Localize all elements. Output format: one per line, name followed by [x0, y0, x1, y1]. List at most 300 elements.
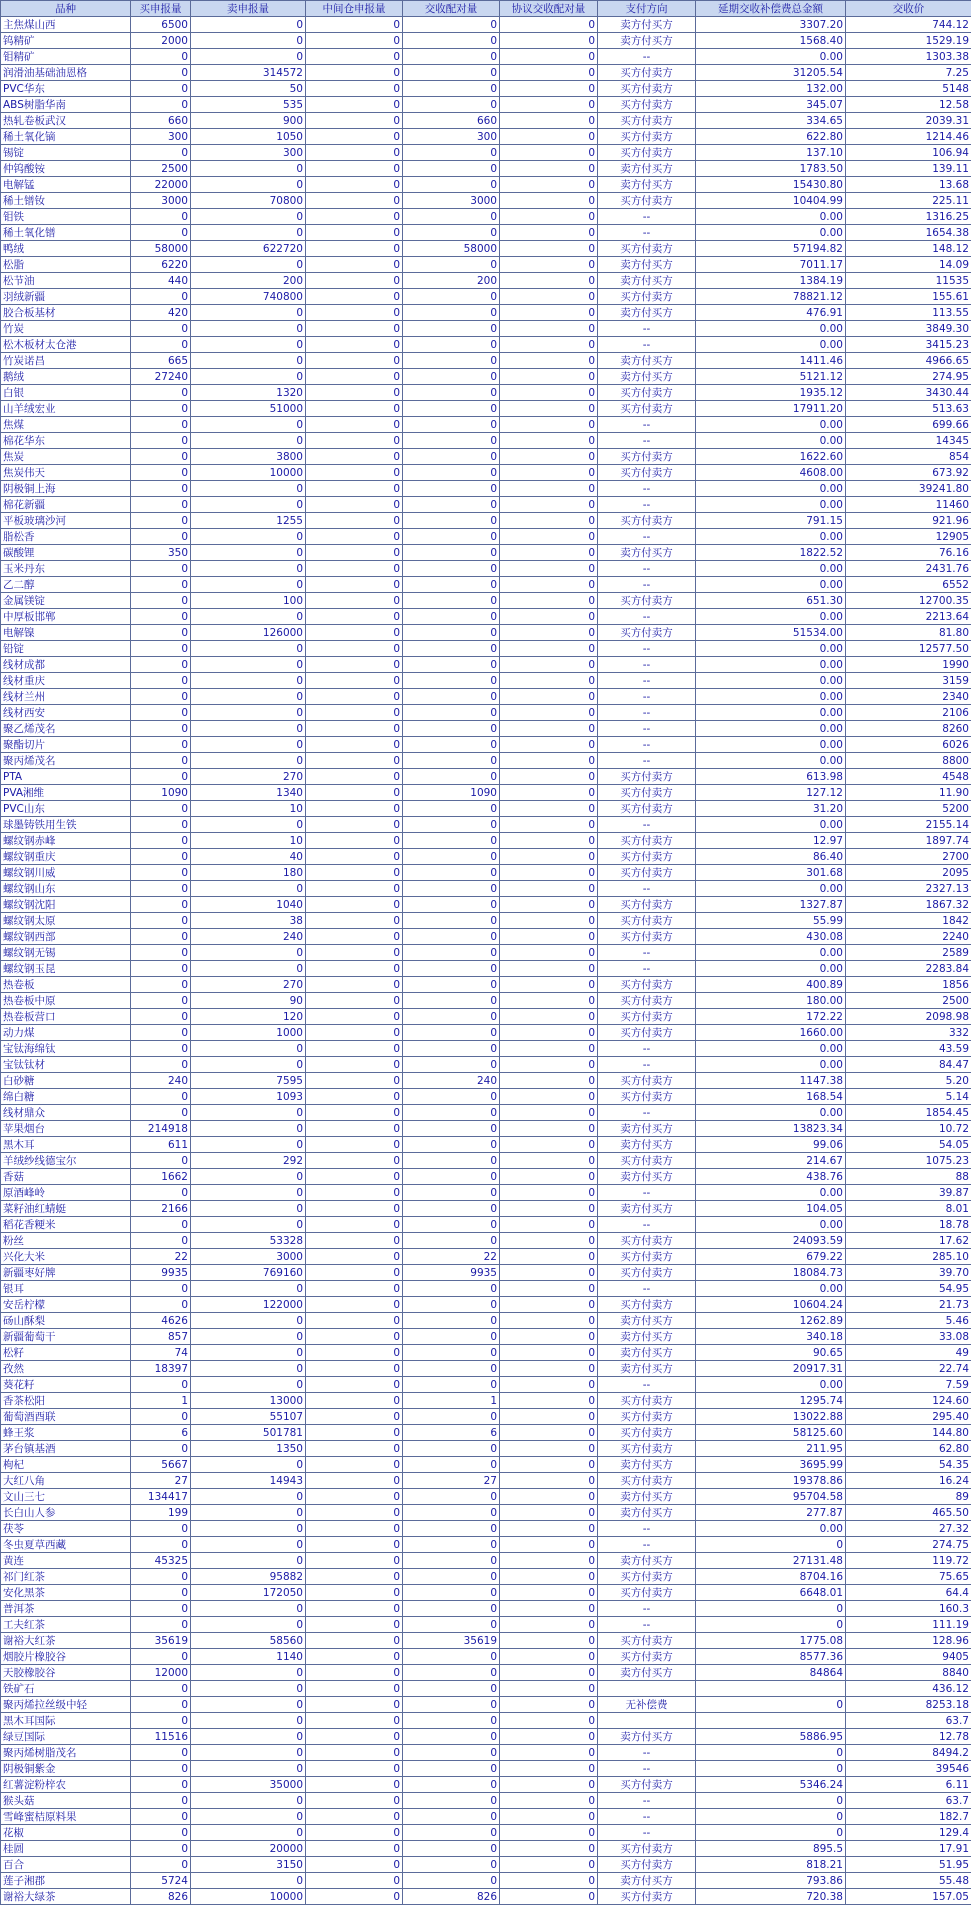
cell-settlement-price: 2240	[846, 929, 971, 945]
table-row	[1, 593, 971, 609]
cell-intermediate-qty: 0	[306, 49, 403, 65]
table-row	[1, 721, 971, 737]
cell-agreement-qty: 0	[500, 1249, 598, 1265]
table-row	[1, 1585, 971, 1601]
cell-payment-direction: 卖方付买方	[598, 257, 696, 273]
cell-matched-qty: 0	[403, 465, 500, 481]
cell-compensation-total: 1147.38	[696, 1073, 846, 1089]
table-row	[1, 369, 971, 385]
cell-agreement-qty: 0	[500, 737, 598, 753]
cell-sell-qty: 0	[191, 1665, 306, 1681]
cell-buy-qty: 2166	[131, 1201, 191, 1217]
header-agreement-qty: 协议交收配对量	[500, 1, 598, 17]
cell-intermediate-qty: 0	[306, 1681, 403, 1697]
cell-buy-qty: 611	[131, 1137, 191, 1153]
table-row	[1, 33, 971, 49]
cell-agreement-qty: 0	[500, 321, 598, 337]
cell-matched-qty: 1090	[403, 785, 500, 801]
cell-sell-qty: 0	[191, 257, 306, 273]
cell-agreement-qty: 0	[500, 1585, 598, 1601]
cell-matched-qty: 0	[403, 1025, 500, 1041]
cell-agreement-qty: 0	[500, 1729, 598, 1745]
cell-settlement-price: 1856	[846, 977, 971, 993]
cell-matched-qty: 0	[403, 609, 500, 625]
cell-matched-qty: 0	[403, 385, 500, 401]
cell-sell-qty: 0	[191, 1713, 306, 1729]
cell-sell-qty: 0	[191, 1825, 306, 1841]
cell-variety: 棉花新疆	[1, 497, 131, 513]
cell-agreement-qty: 0	[500, 481, 598, 497]
cell-buy-qty: 0	[131, 977, 191, 993]
cell-sell-qty: 0	[191, 1745, 306, 1761]
cell-compensation-total: 12.97	[696, 833, 846, 849]
cell-matched-qty: 0	[403, 513, 500, 529]
cell-settlement-price: 225.11	[846, 193, 971, 209]
cell-settlement-price: 6026	[846, 737, 971, 753]
cell-buy-qty: 0	[131, 897, 191, 913]
cell-agreement-qty: 0	[500, 1121, 598, 1137]
cell-settlement-price: 182.7	[846, 1809, 971, 1825]
cell-sell-qty: 314572	[191, 65, 306, 81]
table-row	[1, 1761, 971, 1777]
cell-variety: 螺纹钢山东	[1, 881, 131, 897]
cell-settlement-price: 1654.38	[846, 225, 971, 241]
cell-agreement-qty: 0	[500, 49, 598, 65]
cell-buy-qty: 74	[131, 1345, 191, 1361]
cell-intermediate-qty: 0	[306, 1809, 403, 1825]
table-row	[1, 1265, 971, 1281]
cell-buy-qty: 0	[131, 577, 191, 593]
cell-settlement-price: 2095	[846, 865, 971, 881]
cell-matched-qty: 3000	[403, 193, 500, 209]
cell-settlement-price: 113.55	[846, 305, 971, 321]
cell-payment-direction: 买方付卖方	[598, 145, 696, 161]
cell-matched-qty: 0	[403, 1169, 500, 1185]
cell-agreement-qty: 0	[500, 1793, 598, 1809]
cell-variety: 竹炭诺昌	[1, 353, 131, 369]
cell-matched-qty: 0	[403, 1713, 500, 1729]
cell-intermediate-qty: 0	[306, 1297, 403, 1313]
cell-intermediate-qty: 0	[306, 1537, 403, 1553]
cell-sell-qty: 0	[191, 1761, 306, 1777]
cell-agreement-qty: 0	[500, 353, 598, 369]
cell-sell-qty: 1000	[191, 1025, 306, 1041]
cell-settlement-price: 8494.2	[846, 1745, 971, 1761]
table-row	[1, 321, 971, 337]
cell-agreement-qty: 0	[500, 401, 598, 417]
cell-compensation-total: 51534.00	[696, 625, 846, 641]
cell-variety: 山羊绒宏业	[1, 401, 131, 417]
cell-settlement-price: 119.72	[846, 1553, 971, 1569]
cell-payment-direction: 买方付卖方	[598, 65, 696, 81]
cell-compensation-total: 5346.24	[696, 1777, 846, 1793]
cell-sell-qty: 40	[191, 849, 306, 865]
cell-variety: 葵花籽	[1, 1377, 131, 1393]
table-row	[1, 801, 971, 817]
cell-sell-qty: 0	[191, 433, 306, 449]
cell-agreement-qty: 0	[500, 1857, 598, 1873]
cell-sell-qty: 0	[191, 1329, 306, 1345]
cell-variety: 宝钛钛材	[1, 1057, 131, 1073]
cell-agreement-qty: 0	[500, 33, 598, 49]
cell-sell-qty: 0	[191, 721, 306, 737]
cell-agreement-qty: 0	[500, 1889, 598, 1905]
cell-payment-direction: --	[598, 1809, 696, 1825]
cell-payment-direction	[598, 1713, 696, 1729]
cell-intermediate-qty: 0	[306, 225, 403, 241]
cell-intermediate-qty: 0	[306, 641, 403, 657]
cell-buy-qty: 199	[131, 1505, 191, 1521]
cell-matched-qty: 0	[403, 289, 500, 305]
cell-agreement-qty: 0	[500, 1073, 598, 1089]
cell-buy-qty: 0	[131, 801, 191, 817]
cell-variety: PVC山东	[1, 801, 131, 817]
cell-buy-qty: 0	[131, 1745, 191, 1761]
cell-agreement-qty: 0	[500, 289, 598, 305]
cell-intermediate-qty: 0	[306, 1377, 403, 1393]
cell-agreement-qty: 0	[500, 1057, 598, 1073]
cell-sell-qty: 3000	[191, 1249, 306, 1265]
cell-matched-qty: 0	[403, 1377, 500, 1393]
cell-buy-qty: 0	[131, 625, 191, 641]
cell-matched-qty: 0	[403, 1329, 500, 1345]
cell-settlement-price: 106.94	[846, 145, 971, 161]
cell-compensation-total: 0.00	[696, 225, 846, 241]
cell-variety: 绵白糖	[1, 1089, 131, 1105]
cell-intermediate-qty: 0	[306, 161, 403, 177]
cell-intermediate-qty: 0	[306, 193, 403, 209]
table-row	[1, 1313, 971, 1329]
cell-buy-qty: 0	[131, 1217, 191, 1233]
cell-buy-qty: 0	[131, 1649, 191, 1665]
cell-payment-direction: 买方付卖方	[598, 1265, 696, 1281]
cell-matched-qty: 0	[403, 1233, 500, 1249]
cell-buy-qty: 0	[131, 1521, 191, 1537]
cell-variety: 热卷板	[1, 977, 131, 993]
table-row	[1, 145, 971, 161]
cell-buy-qty: 0	[131, 1009, 191, 1025]
cell-payment-direction: --	[598, 577, 696, 593]
cell-settlement-price: 14345	[846, 433, 971, 449]
cell-compensation-total: 0.00	[696, 49, 846, 65]
table-row	[1, 305, 971, 321]
cell-intermediate-qty: 0	[306, 1521, 403, 1537]
cell-variety: 玉米丹东	[1, 561, 131, 577]
cell-intermediate-qty: 0	[306, 1585, 403, 1601]
cell-intermediate-qty: 0	[306, 1889, 403, 1905]
cell-intermediate-qty: 0	[306, 577, 403, 593]
cell-intermediate-qty: 0	[306, 833, 403, 849]
cell-variety: 松脂	[1, 257, 131, 273]
cell-agreement-qty: 0	[500, 1041, 598, 1057]
cell-settlement-price: 2106	[846, 705, 971, 721]
cell-intermediate-qty: 0	[306, 1793, 403, 1809]
cell-sell-qty: 35000	[191, 1777, 306, 1793]
cell-agreement-qty: 0	[500, 865, 598, 881]
cell-intermediate-qty: 0	[306, 1409, 403, 1425]
table-row	[1, 289, 971, 305]
cell-variety: 工夫红茶	[1, 1617, 131, 1633]
cell-buy-qty: 58000	[131, 241, 191, 257]
table-row	[1, 865, 971, 881]
cell-sell-qty: 53328	[191, 1233, 306, 1249]
cell-intermediate-qty: 0	[306, 465, 403, 481]
cell-intermediate-qty: 0	[306, 417, 403, 433]
cell-intermediate-qty: 0	[306, 1457, 403, 1473]
cell-agreement-qty: 0	[500, 1617, 598, 1633]
cell-intermediate-qty: 0	[306, 1745, 403, 1761]
table-row	[1, 785, 971, 801]
table-row	[1, 1841, 971, 1857]
table-row	[1, 1169, 971, 1185]
cell-agreement-qty: 0	[500, 1825, 598, 1841]
cell-agreement-qty: 0	[500, 465, 598, 481]
cell-variety: 羽绒新疆	[1, 289, 131, 305]
cell-payment-direction: --	[598, 753, 696, 769]
cell-sell-qty: 38	[191, 913, 306, 929]
table-row	[1, 1281, 971, 1297]
cell-sell-qty: 0	[191, 577, 306, 593]
cell-buy-qty: 134417	[131, 1489, 191, 1505]
cell-intermediate-qty: 0	[306, 1633, 403, 1649]
cell-variety: 松节油	[1, 273, 131, 289]
cell-payment-direction: 买方付卖方	[598, 97, 696, 113]
cell-buy-qty: 0	[131, 1601, 191, 1617]
cell-compensation-total: 0	[696, 1825, 846, 1841]
cell-variety: 球墨铸铁用生铁	[1, 817, 131, 833]
cell-settlement-price: 436.12	[846, 1681, 971, 1697]
cell-payment-direction	[598, 1681, 696, 1697]
table-row	[1, 817, 971, 833]
cell-intermediate-qty: 0	[306, 1105, 403, 1121]
cell-settlement-price: 11.90	[846, 785, 971, 801]
cell-compensation-total: 90.65	[696, 1345, 846, 1361]
cell-buy-qty: 1090	[131, 785, 191, 801]
cell-variety: 稀土氧化镨	[1, 225, 131, 241]
cell-compensation-total: 13823.34	[696, 1121, 846, 1137]
cell-agreement-qty: 0	[500, 1601, 598, 1617]
cell-variety: 焦炭伟天	[1, 465, 131, 481]
cell-agreement-qty: 0	[500, 209, 598, 225]
cell-compensation-total: 0.00	[696, 945, 846, 961]
cell-intermediate-qty: 0	[306, 689, 403, 705]
cell-variety: 热卷板中原	[1, 993, 131, 1009]
cell-compensation-total: 334.65	[696, 113, 846, 129]
cell-settlement-price: 2039.31	[846, 113, 971, 129]
cell-agreement-qty: 0	[500, 1777, 598, 1793]
cell-settlement-price: 5200	[846, 801, 971, 817]
cell-agreement-qty: 0	[500, 1297, 598, 1313]
cell-buy-qty: 12000	[131, 1665, 191, 1681]
cell-agreement-qty: 0	[500, 1457, 598, 1473]
cell-settlement-price: 8.01	[846, 1201, 971, 1217]
cell-buy-qty: 0	[131, 993, 191, 1009]
cell-variety: 铁矿石	[1, 1681, 131, 1697]
cell-agreement-qty: 0	[500, 1137, 598, 1153]
cell-intermediate-qty: 0	[306, 1825, 403, 1841]
cell-agreement-qty: 0	[500, 1521, 598, 1537]
cell-matched-qty: 0	[403, 1505, 500, 1521]
cell-buy-qty: 0	[131, 817, 191, 833]
cell-sell-qty: 0	[191, 961, 306, 977]
cell-matched-qty: 0	[403, 849, 500, 865]
cell-intermediate-qty: 0	[306, 913, 403, 929]
cell-buy-qty: 0	[131, 497, 191, 513]
cell-payment-direction: 买方付卖方	[598, 289, 696, 305]
cell-sell-qty: 0	[191, 1457, 306, 1473]
cell-buy-qty: 0	[131, 1185, 191, 1201]
cell-sell-qty: 1320	[191, 385, 306, 401]
table-row	[1, 1729, 971, 1745]
cell-buy-qty: 0	[131, 593, 191, 609]
cell-intermediate-qty: 0	[306, 737, 403, 753]
cell-intermediate-qty: 0	[306, 1713, 403, 1729]
cell-matched-qty: 0	[403, 1601, 500, 1617]
cell-payment-direction: 买方付卖方	[598, 865, 696, 881]
cell-agreement-qty: 0	[500, 1649, 598, 1665]
cell-variety: 线材重庆	[1, 673, 131, 689]
cell-sell-qty: 10000	[191, 465, 306, 481]
table-row	[1, 417, 971, 433]
cell-agreement-qty: 0	[500, 417, 598, 433]
cell-sell-qty: 0	[191, 1137, 306, 1153]
cell-settlement-price: 63.7	[846, 1713, 971, 1729]
header-matched-qty: 交收配对量	[403, 1, 500, 17]
cell-matched-qty: 0	[403, 1345, 500, 1361]
cell-compensation-total: 340.18	[696, 1329, 846, 1345]
table-row	[1, 1361, 971, 1377]
cell-compensation-total: 0.00	[696, 1105, 846, 1121]
cell-compensation-total: 613.98	[696, 769, 846, 785]
cell-matched-qty: 240	[403, 1073, 500, 1089]
cell-compensation-total: 277.87	[696, 1505, 846, 1521]
cell-settlement-price: 3430.44	[846, 385, 971, 401]
cell-intermediate-qty: 0	[306, 849, 403, 865]
cell-sell-qty: 769160	[191, 1265, 306, 1281]
cell-compensation-total: 3307.20	[696, 17, 846, 33]
cell-buy-qty: 0	[131, 753, 191, 769]
cell-payment-direction: 买方付卖方	[598, 129, 696, 145]
cell-compensation-total: 214.67	[696, 1153, 846, 1169]
cell-buy-qty: 0	[131, 1409, 191, 1425]
cell-agreement-qty: 0	[500, 1681, 598, 1697]
table-row	[1, 833, 971, 849]
cell-buy-qty: 45325	[131, 1553, 191, 1569]
cell-settlement-price: 75.65	[846, 1569, 971, 1585]
cell-intermediate-qty: 0	[306, 1873, 403, 1889]
cell-agreement-qty: 0	[500, 1697, 598, 1713]
cell-matched-qty: 0	[403, 65, 500, 81]
cell-payment-direction: --	[598, 1601, 696, 1617]
cell-variety: 螺纹钢重庆	[1, 849, 131, 865]
cell-compensation-total: 8577.36	[696, 1649, 846, 1665]
cell-payment-direction: 卖方付买方	[598, 1505, 696, 1521]
table-row	[1, 545, 971, 561]
cell-intermediate-qty: 0	[306, 1441, 403, 1457]
cell-buy-qty: 0	[131, 1441, 191, 1457]
cell-variety: 螺纹钢玉昆	[1, 961, 131, 977]
cell-variety: 线材兰州	[1, 689, 131, 705]
cell-sell-qty: 0	[191, 177, 306, 193]
cell-agreement-qty: 0	[500, 129, 598, 145]
cell-settlement-price: 39.70	[846, 1265, 971, 1281]
cell-buy-qty: 0	[131, 1713, 191, 1729]
cell-intermediate-qty: 0	[306, 657, 403, 673]
cell-compensation-total: 720.38	[696, 1889, 846, 1905]
cell-buy-qty: 0	[131, 641, 191, 657]
cell-intermediate-qty: 0	[306, 1489, 403, 1505]
cell-sell-qty: 70800	[191, 193, 306, 209]
cell-buy-qty: 0	[131, 1825, 191, 1841]
cell-payment-direction: --	[598, 609, 696, 625]
cell-compensation-total: 1660.00	[696, 1025, 846, 1041]
table-row	[1, 913, 971, 929]
cell-sell-qty: 900	[191, 113, 306, 129]
cell-sell-qty: 0	[191, 321, 306, 337]
cell-compensation-total: 0.00	[696, 705, 846, 721]
cell-variety: 桂圆	[1, 1841, 131, 1857]
table-row	[1, 641, 971, 657]
cell-matched-qty: 9935	[403, 1265, 500, 1281]
cell-matched-qty: 0	[403, 945, 500, 961]
cell-payment-direction: 买方付卖方	[598, 1649, 696, 1665]
cell-sell-qty: 0	[191, 1281, 306, 1297]
cell-variety: 新疆葡萄干	[1, 1329, 131, 1345]
cell-buy-qty: 0	[131, 1617, 191, 1633]
cell-agreement-qty: 0	[500, 1745, 598, 1761]
cell-payment-direction: 买方付卖方	[598, 1569, 696, 1585]
cell-payment-direction: 买方付卖方	[598, 833, 696, 849]
cell-sell-qty: 0	[191, 1729, 306, 1745]
cell-matched-qty: 0	[403, 209, 500, 225]
cell-buy-qty: 0	[131, 209, 191, 225]
cell-payment-direction: 买方付卖方	[598, 849, 696, 865]
cell-sell-qty: 7595	[191, 1073, 306, 1089]
cell-intermediate-qty: 0	[306, 593, 403, 609]
cell-buy-qty: 0	[131, 1793, 191, 1809]
cell-intermediate-qty: 0	[306, 1201, 403, 1217]
cell-settlement-price: 1075.23	[846, 1153, 971, 1169]
cell-settlement-price: 8253.18	[846, 1697, 971, 1713]
cell-payment-direction: 买方付卖方	[598, 625, 696, 641]
cell-intermediate-qty: 0	[306, 705, 403, 721]
cell-payment-direction: 买方付卖方	[598, 1585, 696, 1601]
cell-settlement-price: 8840	[846, 1665, 971, 1681]
cell-buy-qty: 0	[131, 705, 191, 721]
cell-intermediate-qty: 0	[306, 817, 403, 833]
cell-payment-direction: --	[598, 641, 696, 657]
cell-payment-direction: 买方付卖方	[598, 1777, 696, 1793]
cell-settlement-price: 5.46	[846, 1313, 971, 1329]
cell-variety: 螺纹钢太原	[1, 913, 131, 929]
cell-intermediate-qty: 0	[306, 81, 403, 97]
cell-variety: 葡萄酒酉联	[1, 1409, 131, 1425]
cell-buy-qty: 0	[131, 81, 191, 97]
cell-variety: 聚丙烯茂名	[1, 753, 131, 769]
cell-compensation-total: 5886.95	[696, 1729, 846, 1745]
cell-buy-qty: 4626	[131, 1313, 191, 1329]
cell-compensation-total: 301.68	[696, 865, 846, 881]
cell-variety: 猴头菇	[1, 1793, 131, 1809]
cell-matched-qty: 0	[403, 625, 500, 641]
cell-variety: 鸭绒	[1, 241, 131, 257]
cell-compensation-total: 7011.17	[696, 257, 846, 273]
cell-variety: 螺纹钢沈阳	[1, 897, 131, 913]
cell-settlement-price: 2155.14	[846, 817, 971, 833]
cell-sell-qty: 0	[191, 945, 306, 961]
cell-buy-qty: 0	[131, 513, 191, 529]
cell-payment-direction: 买方付卖方	[598, 1089, 696, 1105]
